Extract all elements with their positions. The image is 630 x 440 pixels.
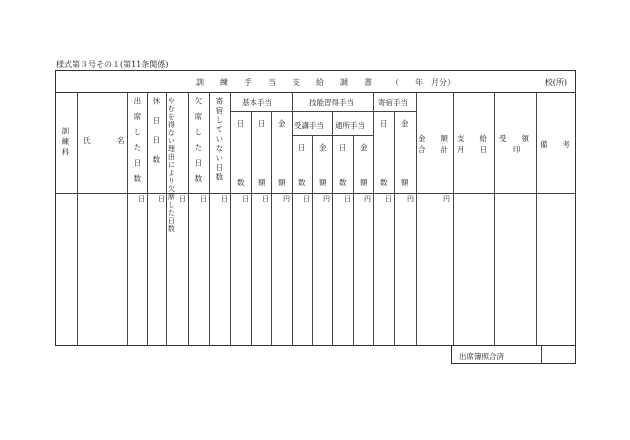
header-sum-1: 額 <box>258 178 266 187</box>
sub-col-line <box>332 111 333 345</box>
col-line <box>147 93 148 345</box>
header-sum-2: 額 <box>278 178 286 187</box>
header-boarding-day: 日 <box>380 119 388 128</box>
header-count-2: 数 <box>298 178 306 187</box>
payment-form-table <box>55 70 576 346</box>
period-label: （ 年 月分） <box>391 78 455 87</box>
col-line <box>494 93 495 345</box>
form-caption: 様式第３号その１(第11条関係) <box>56 60 169 69</box>
sub-col-line <box>353 135 354 345</box>
unit-basic-day-2: 日 <box>262 195 269 203</box>
header-sum-3: 額 <box>319 178 327 187</box>
header-count-3: 数 <box>339 178 347 187</box>
unit-not-boarding: 日 <box>221 195 228 203</box>
attendance-check-label: 出席簿照合済 <box>459 352 504 361</box>
header-lecture: 受講手当 <box>294 121 324 130</box>
header-commute-amount: 金 <box>360 143 368 152</box>
unit-boarding-yen: 円 <box>407 195 414 203</box>
unit-lecture-day: 日 <box>303 195 310 203</box>
col-line <box>77 93 78 345</box>
header-boarding-amount: 金 <box>401 119 409 128</box>
header-count-1: 数 <box>237 178 245 187</box>
header-count-4: 数 <box>380 178 388 187</box>
header-basic-amount: 金 <box>278 119 286 128</box>
col-line <box>292 93 293 345</box>
attendance-check-divider <box>541 346 542 363</box>
unit-lecture-yen: 円 <box>323 195 330 203</box>
header-trainee: 訓練科 <box>60 127 70 159</box>
sub-col-line <box>394 111 395 345</box>
col-line <box>230 93 231 345</box>
unit-commute-day: 日 <box>344 195 351 203</box>
col-line <box>373 93 374 345</box>
header-skill: 技能習得手当 <box>309 98 354 107</box>
header-commute-day: 日 <box>339 143 347 152</box>
header-name-b: 名 <box>117 136 125 145</box>
header-not-boarding: 寄宿していない日数 <box>214 97 224 183</box>
unit-unavoidable: 日 <box>179 195 186 203</box>
title-bar <box>56 71 575 93</box>
sub-col-line <box>312 135 313 345</box>
header-total-amount: 金 額 <box>418 134 448 143</box>
header-sum-5: 額 <box>401 178 409 187</box>
unit-total-yen: 円 <box>443 195 450 203</box>
group-header-line <box>230 111 416 112</box>
unit-absence: 日 <box>200 195 207 203</box>
school-label: 校(所) <box>544 78 567 87</box>
header-total-sum: 合 計 <box>418 145 448 154</box>
header-basic-day-1: 日 <box>237 119 245 128</box>
header-receipt-a: 受 領 <box>499 134 529 143</box>
col-line <box>416 93 417 345</box>
header-lecture-day: 日 <box>298 143 306 152</box>
header-paydate-b: 月 日 <box>457 145 487 154</box>
unit-boarding-day: 日 <box>385 195 392 203</box>
unit-basic-day-1: 日 <box>242 195 249 203</box>
header-unavoidable: やむを得ない理由により欠席した日数 <box>167 97 176 233</box>
header-boarding: 寄宿手当 <box>378 98 408 107</box>
header-basic: 基本手当 <box>242 98 272 107</box>
col-line <box>127 93 128 345</box>
header-lecture-amount: 金 <box>319 143 327 152</box>
unit-commute-yen: 円 <box>364 195 371 203</box>
header-name-a: 氏 <box>83 136 91 145</box>
sub-col-line <box>251 111 252 345</box>
attendance-check-box <box>451 346 576 364</box>
col-line <box>536 93 537 345</box>
unit-rest: 日 <box>158 195 165 203</box>
header-paydate-a: 支 給 <box>457 134 487 143</box>
form-title: 訓 練 手 当 支 給 調 書 <box>196 78 376 87</box>
header-sum-4: 額 <box>360 178 368 187</box>
header-receipt-b: 印 <box>513 145 521 154</box>
unit-basic-yen: 円 <box>283 195 290 203</box>
col-line <box>453 93 454 345</box>
header-remarks: 備 考 <box>540 140 570 149</box>
header-attendance: 出席した日数 <box>132 97 142 190</box>
col-line <box>188 93 189 345</box>
header-bottom-line <box>56 193 575 194</box>
col-line <box>209 93 210 345</box>
header-basic-day-2: 日 <box>258 119 266 128</box>
unit-attendance: 日 <box>138 195 145 203</box>
sub-col-line <box>271 111 272 345</box>
header-absence: 欠席した日数 <box>193 97 203 190</box>
header-commute: 通所手当 <box>335 121 365 130</box>
header-rest: 休日日数 <box>151 97 161 175</box>
